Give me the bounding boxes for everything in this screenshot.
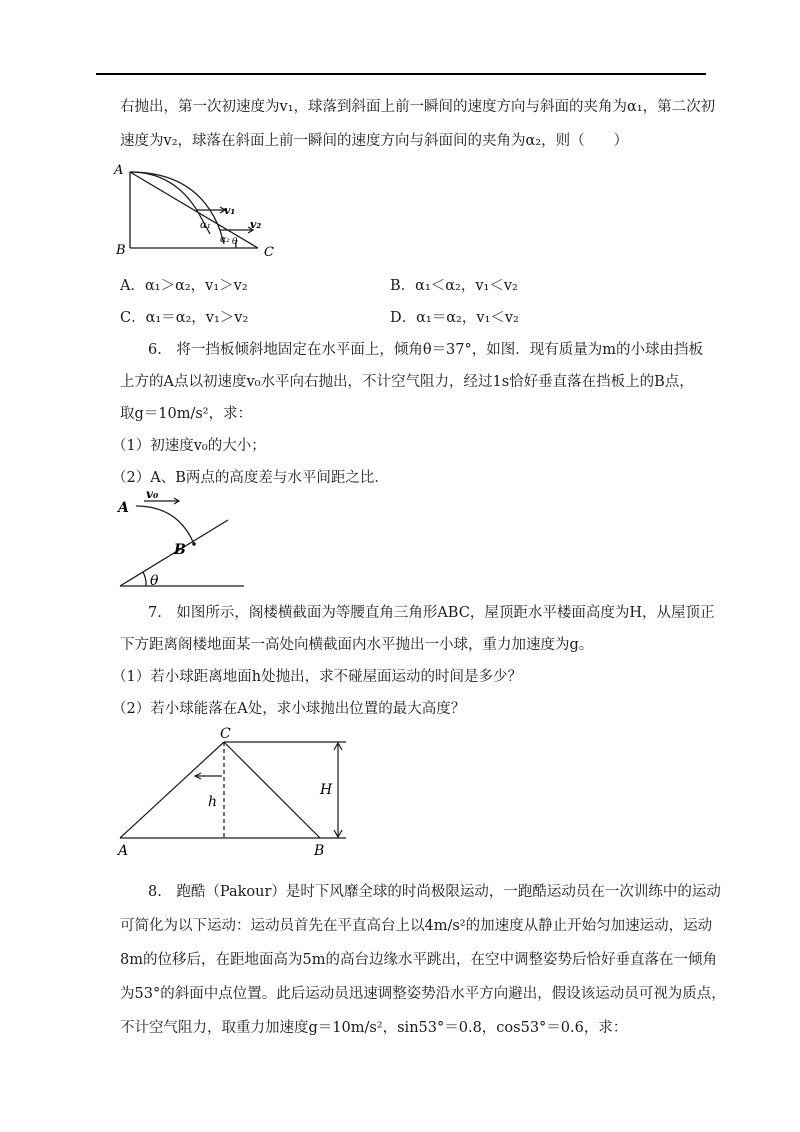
q5-option-B: B．α₁＜α₂，v₁＜v₂ (390, 278, 518, 294)
header-rule (96, 73, 706, 75)
q7-text-line-2: 下方距离阁楼地面某一高处向横截面内水平抛出一小球，重力加速度为g。 (120, 637, 594, 653)
q5-label-B: B (116, 243, 126, 258)
q5-option-D: D．α₁＝α₂，v₁＜v₂ (390, 310, 519, 326)
q5-incline-line (130, 172, 258, 248)
q7-label-B: B (314, 843, 325, 858)
q5-label-alpha2: α₂ (220, 235, 230, 245)
q6-label-v0: v₀ (146, 487, 159, 501)
q7-roof-right (224, 742, 320, 838)
q7-figure (110, 722, 360, 858)
q7-label-h: h (208, 794, 218, 810)
q6-label-B: B (174, 542, 186, 558)
q5-label-v2: v₂ (250, 218, 262, 231)
q5-text-line-2: 速度为v₂，球落在斜面上前一瞬间的速度方向与斜面间的夹角为α₂，则（ ） (120, 133, 629, 149)
q7-subquestion-2: （2）若小球能落在A处，求小球抛出位置的最大高度？ (112, 701, 466, 717)
q7-label-C: C (220, 726, 231, 742)
q6-theta-arc (143, 572, 146, 586)
q6-trajectory (136, 506, 194, 544)
q5-label-alpha1: α₁ (200, 220, 211, 231)
q6-subquestion-1: （1）初速度v₀的大小； (112, 438, 266, 454)
q6-label-theta: θ (150, 573, 159, 589)
q5-option-A: A．α₁＞α₂，v₁＞v₂ (120, 278, 248, 294)
q8-text-line-2: 可简化为以下运动：运动员首先在平直高台上以4m/s²的加速度从静止开始匀加速运动，运动 (120, 918, 713, 934)
q5-figure (112, 160, 292, 264)
q6-figure (112, 486, 252, 592)
q6-subquestion-2: （2）A、B两点的高度差与水平间距之比． (112, 470, 389, 486)
q6-text-line-3: 取g＝10m/s²，求： (120, 406, 253, 422)
q7-subquestion-1: （1）若小球距离地面h处抛出，求不碰屋面运动的时间是多少？ (112, 669, 523, 685)
q8-text-line-5: 不计空气阻力，取重力加速度g＝10m/s²，sin53°＝0.8，cos53°＝0.6，求： (120, 1020, 628, 1036)
q5-option-C: C．α₁＝α₂，v₁＞v₂ (120, 310, 249, 326)
q8-text-line-4: 为53°的斜面中点位置。此后运动员迅速调整姿势沿水平方向避出，假设该运动员可视为质点， (120, 986, 726, 1002)
q7-text-line-1: 7. 如图所示，阁楼横截面为等腰直角三角形ABC，屋顶距水平楼面高度为H，从屋顶正 (148, 605, 715, 621)
q5-label-C: C (264, 245, 274, 260)
q5-label-A: A (114, 163, 124, 178)
q7-label-H: H (320, 782, 333, 798)
q5-text-line-1: 右抛出，第一次初速度为v₁，球落到斜面上前一瞬间的速度方向与斜面的夹角为α₁，第二次初 (120, 99, 716, 115)
q8-text-line-3: 8m的位移后，在距地面高为5m的高台边缘水平跳出，在空中调整姿势后恰好垂直落在一倾角 (120, 952, 717, 968)
q5-label-theta: θ (232, 237, 238, 247)
q6-text-line-2: 上方的A点以初速度v₀水平向右抛出，不计空气阻力，经过1s恰好垂直落在挡板上的B点， (120, 374, 694, 390)
q6-point-B (192, 542, 196, 546)
q7-roof-left (120, 742, 224, 838)
q6-label-A: A (118, 500, 129, 516)
q6-text-line-1: 6. 将一挡板倾斜地固定在水平面上，倾角θ＝37°，如图．现有质量为m的小球由挡板 (148, 342, 704, 358)
q5-label-v1: v₁ (224, 204, 236, 217)
q8-text-line-1: 8. 跑酷（Pakour）是时下风靡全球的时尚极限运动，一跑酷运动员在一次训练中的运动 (148, 884, 721, 900)
q7-label-A: A (118, 843, 129, 858)
